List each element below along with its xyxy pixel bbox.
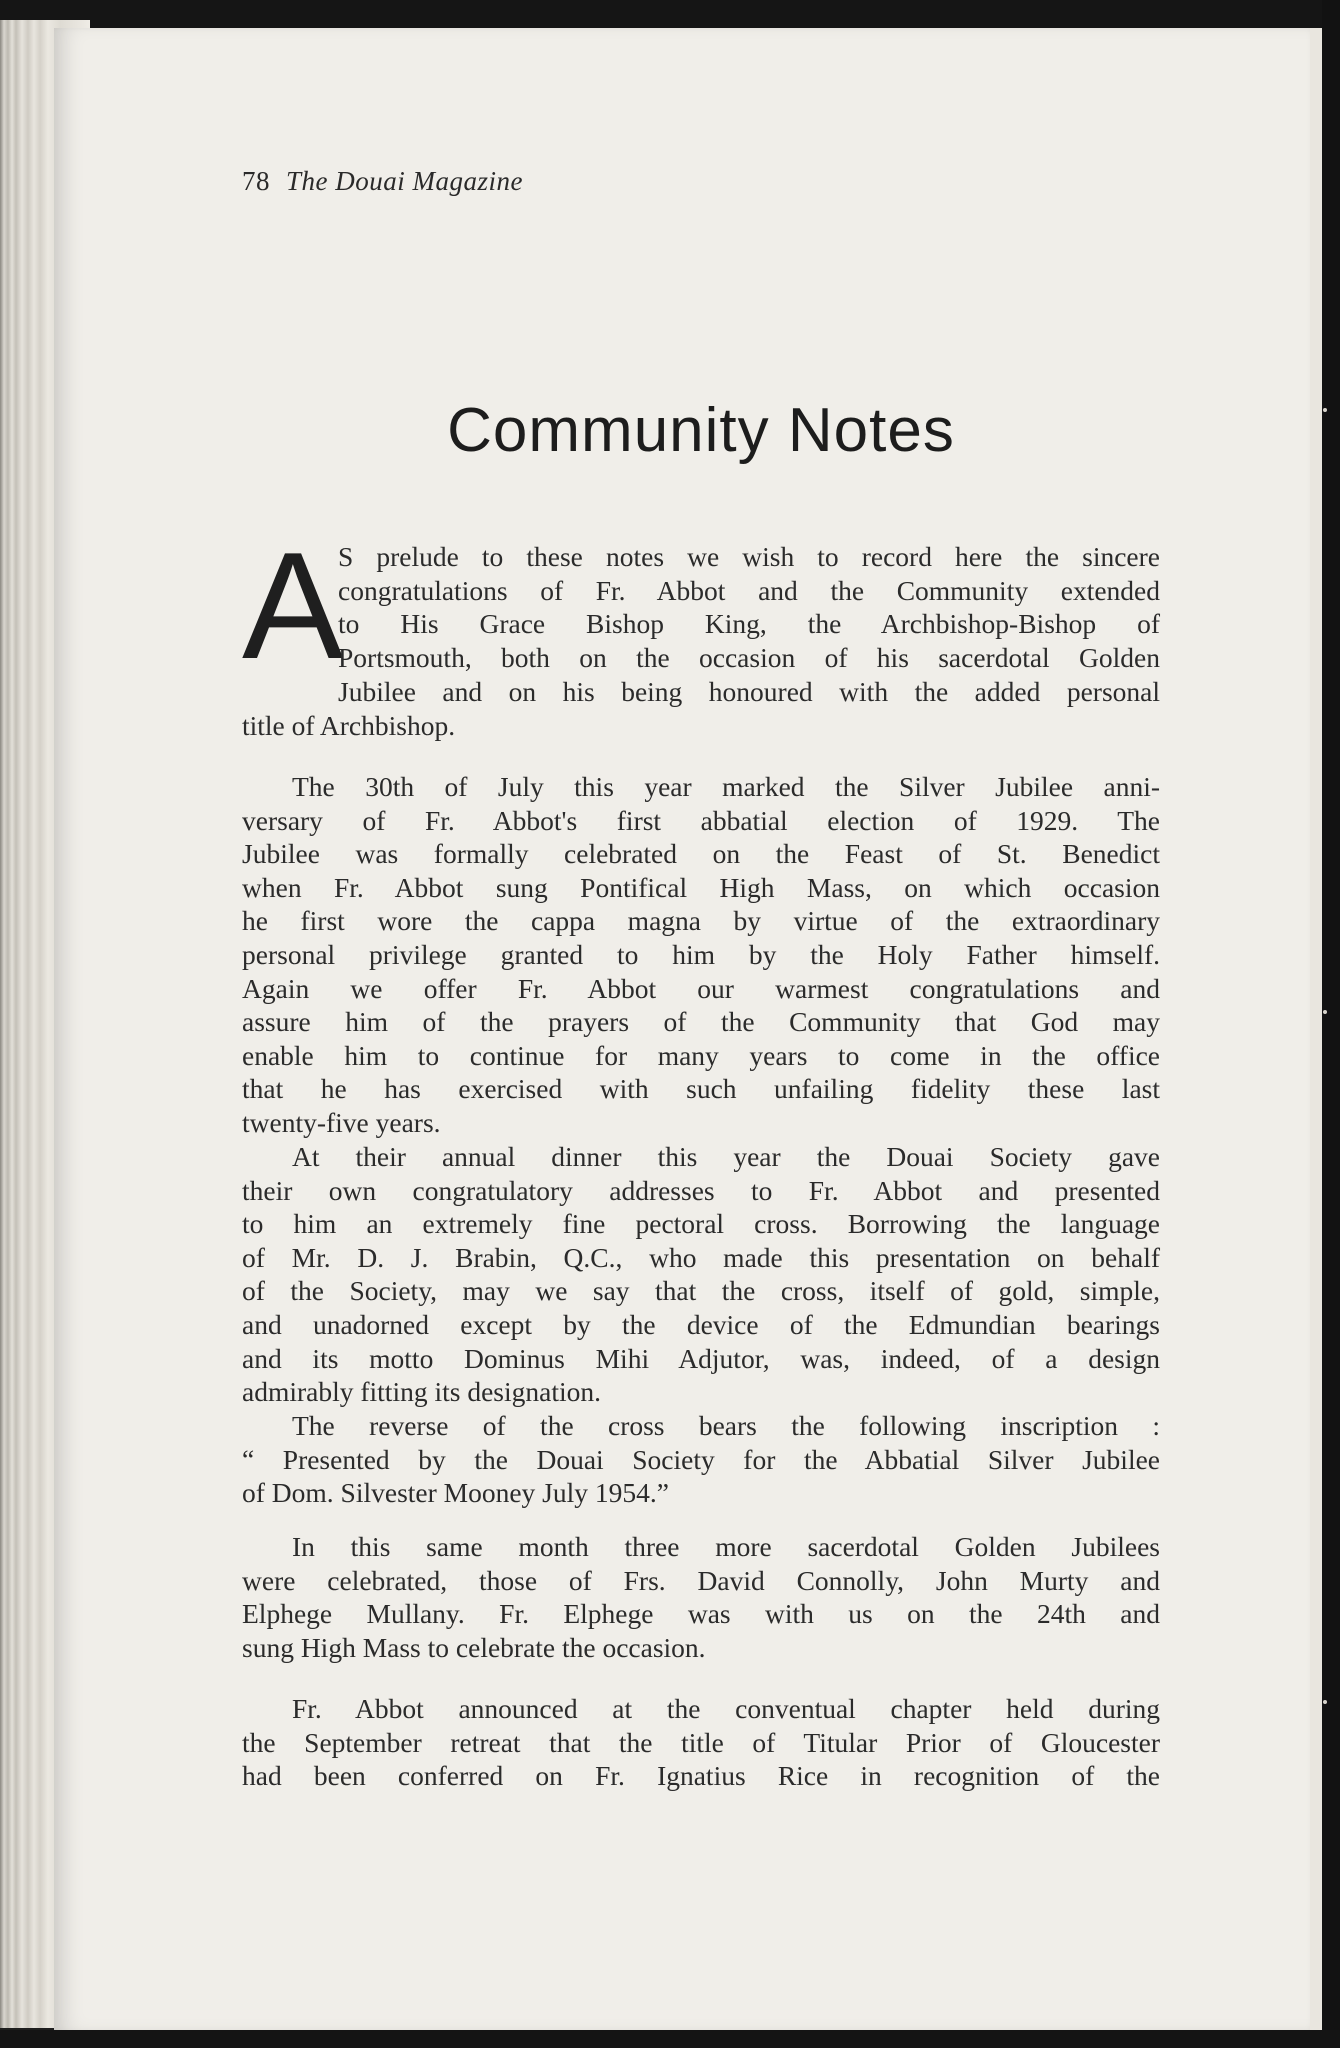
text-line: congratulations of Fr. Abbot and the Community extended xyxy=(338,574,1160,606)
text-line: that he has exercised with such unfailing fidelity these last xyxy=(242,1073,1160,1105)
text-line: Jubilee was formally celebrated on the Feast of St. Benedict xyxy=(242,838,1160,870)
text-line: their own congratulatory addresses to Fr. Abbot and presented xyxy=(242,1174,1160,1206)
text-line: and unadorned except by the device of the Edmundian bearings xyxy=(242,1308,1160,1340)
text-line: The 30th of July this year marked the Silver Jubilee anni- xyxy=(292,771,1160,802)
text-line: versary of Fr. Abbot's first abbatial election of 1929. The xyxy=(242,804,1160,836)
edge-mark xyxy=(1323,1700,1327,1704)
text-line: to him an extremely fine pectoral cross. Borrowing the language xyxy=(242,1208,1160,1240)
text-line: “ Presented by the Douai Society for the Abbatial Silver Jubilee xyxy=(242,1443,1160,1475)
text-line: had been conferred on Fr. Ignatius Rice in recognition of the xyxy=(242,1760,1160,1792)
text-line: assure him of the prayers of the Community that God may xyxy=(242,1006,1160,1038)
page-number: 78 xyxy=(242,166,270,196)
text-line: of Mr. D. J. Brabin, Q.C., who made this presentation on behalf xyxy=(242,1241,1160,1273)
article-title: Community Notes xyxy=(447,396,955,465)
running-head xyxy=(242,166,523,197)
text-line: S prelude to these notes we wish to record here the sincere xyxy=(338,541,1160,572)
magazine-title: The Douai Magazine xyxy=(286,166,523,196)
text-line: Jubilee and on his being honoured with the added personal xyxy=(338,676,1160,707)
text-line: to His Grace Bishop King, the Archbishop-Bishop of xyxy=(338,608,1160,640)
text-line: Fr. Abbot announced at the conventual chapter held during xyxy=(292,1693,1160,1724)
text-line: Portsmouth, both on the occasion of his sacerdotal Golden xyxy=(338,641,1160,673)
paragraph-1-continued xyxy=(242,675,1160,742)
drop-cap: A xyxy=(242,521,344,691)
paragraph-3 xyxy=(242,1140,1160,1409)
paragraph-4 xyxy=(242,1409,1160,1510)
paragraph-2 xyxy=(242,770,1160,1140)
text-line: twenty-five years. xyxy=(242,1106,441,1138)
scan-background-top xyxy=(0,0,1340,28)
paragraph-5 xyxy=(242,1530,1160,1664)
text-line: enable him to continue for many years to come in the office xyxy=(242,1039,1160,1071)
paragraph-6 xyxy=(242,1692,1160,1793)
text-line: title of Archbishop. xyxy=(242,709,456,741)
scan-background-bottom xyxy=(0,2030,1340,2048)
text-line: personal privilege granted to him by the Holy Father himself. xyxy=(242,938,1160,970)
paragraph-1-dropcap-lines xyxy=(338,540,1160,674)
text-line: and its motto Dominus Mihi Adjutor, was, indeed, of a design xyxy=(242,1342,1160,1374)
text-line: were celebrated, those of Frs. David Connolly, John Murty and xyxy=(242,1564,1160,1596)
text-line: when Fr. Abbot sung Pontifical High Mass, on which occasion xyxy=(242,871,1160,903)
edge-mark xyxy=(1323,408,1327,412)
text-line: At their annual dinner this year the Douai Society gave xyxy=(292,1141,1160,1172)
text-line: admirably fitting its designation. xyxy=(242,1376,601,1408)
text-line: he first wore the cappa magna by virtue of the extraordinary xyxy=(242,905,1160,937)
scan-background-right xyxy=(1322,0,1340,2048)
edge-mark xyxy=(1323,1010,1327,1014)
text-line: of the Society, may we say that the cross, itself of gold, simple, xyxy=(242,1275,1160,1307)
text-line: of Dom. Silvester Mooney July 1954.” xyxy=(242,1477,669,1509)
text-line: the September retreat that the title of Titular Prior of Gloucester xyxy=(242,1726,1160,1758)
text-line: Again we offer Fr. Abbot our warmest congratulations and xyxy=(242,972,1160,1004)
text-line: sung High Mass to celebrate the occasion. xyxy=(242,1631,706,1663)
text-line: Elphege Mullany. Fr. Elphege was with us on the 24th and xyxy=(242,1598,1160,1630)
text-line: The reverse of the cross bears the following inscription : xyxy=(292,1410,1160,1441)
text-line: In this same month three more sacerdotal Golden Jubilees xyxy=(292,1531,1160,1562)
